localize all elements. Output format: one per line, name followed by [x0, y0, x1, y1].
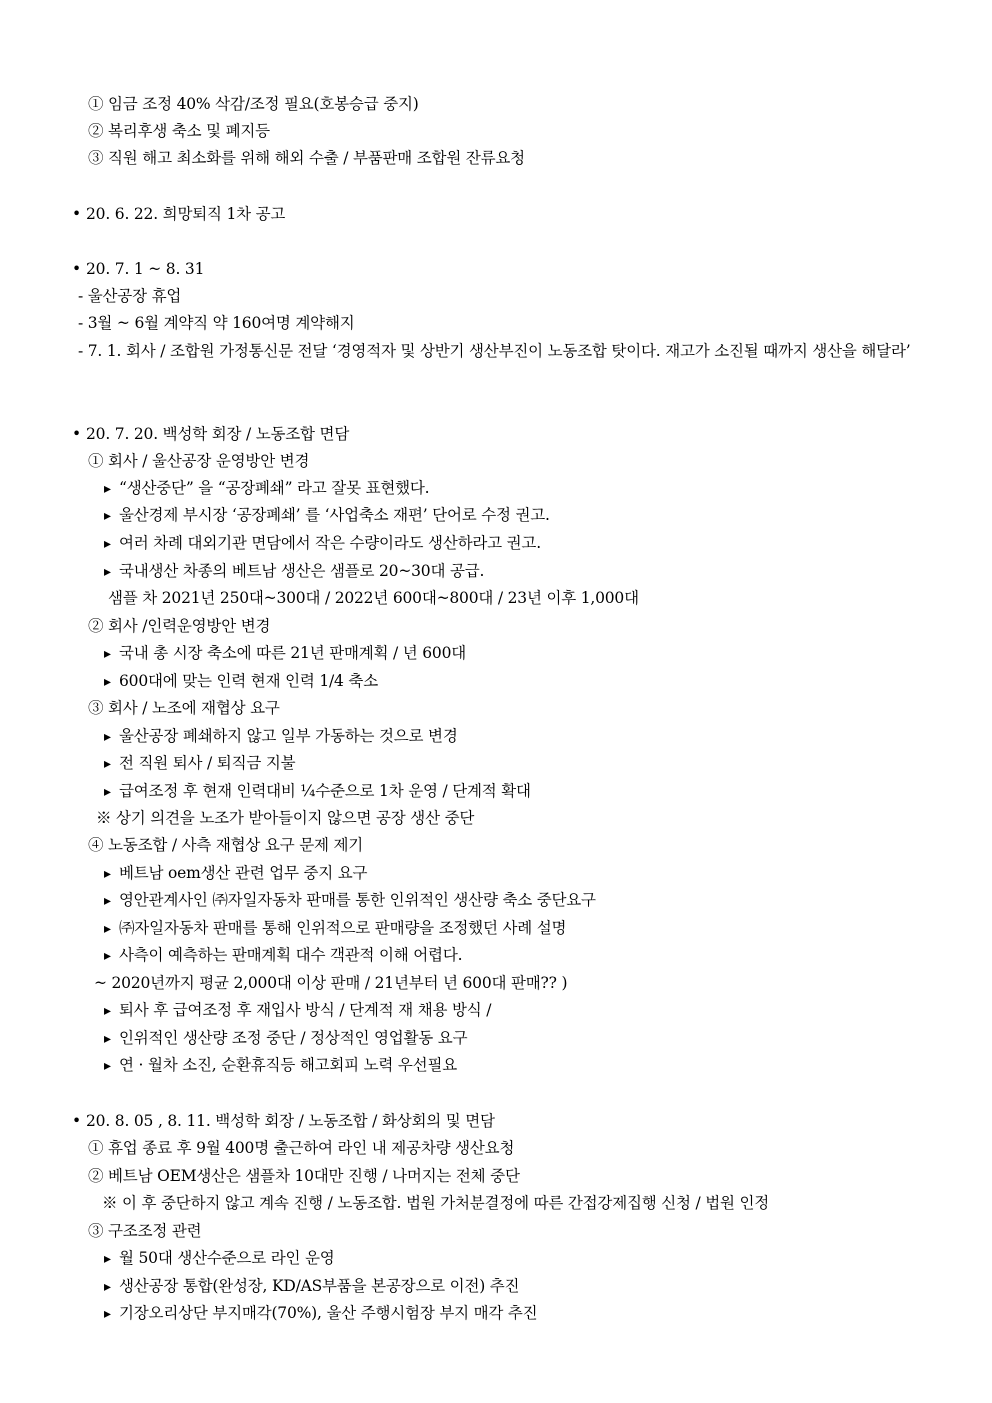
- normal-sales-item: ▸ 인위적인 생산량 조정 중단 / 정상적인 영업활동 요구: [104, 1028, 467, 1049]
- vietnam-oem-sample-item: ② 베트남 OEM생산은 샘플차 10대만 진행 / 나머지는 전체 중단: [88, 1167, 520, 1185]
- sales-history-note: ~ 2020년까지 평균 2,000대 이상 판매 / 21년부터 년 600대 판매?? ): [94, 974, 568, 992]
- entry-heading-2020-06-22: • 20. 6. 22. 희망퇴직 1차 공고: [72, 204, 285, 224]
- contract-termination-item: - 3월 ~ 6월 계약직 약 160여명 계약해지: [78, 314, 355, 332]
- plant-consolidation-item: ▸ 생산공장 통합(완성장, KD/AS부품을 본공장으로 이전) 추진: [104, 1276, 519, 1297]
- partial-operation-item: ▸ 울산공장 폐쇄하지 않고 일부 가동하는 것으로 변경: [104, 726, 458, 747]
- entry-heading-2020-07-20: • 20. 7. 20. 백성학 회장 / 노동조합 면담: [72, 424, 349, 444]
- sales-plan-item: ▸ 국내 총 시장 축소에 따른 21년 판매계획 / 년 600대: [104, 643, 466, 664]
- staff-reduction-item: ▸ 600대에 맞는 인력 현재 인력 1/4 축소: [104, 671, 378, 692]
- retirement-pay-item: ▸ 전 직원 퇴사 / 퇴직금 지불: [104, 753, 295, 774]
- vietnam-sample-item: ▸ 국내생산 차종의 베트남 생산은 샘플로 20~30대 공급.: [104, 561, 484, 582]
- wording-correction-item: ▸ “생산중단” 을 “공장폐쇄” 라고 잘못 표현했다.: [104, 478, 429, 499]
- resume-production-item: ① 휴업 종료 후 9월 400명 출근하여 라인 내 제공차량 생산요청: [88, 1139, 515, 1157]
- union-issues-heading: ④ 노동조합 / 사측 재협상 요구 문제 제기: [88, 836, 364, 854]
- sample-volume-item: 샘플 차 2021년 250대~300대 / 2022년 600대~800대 / 23년 이후 1,000대: [108, 589, 639, 607]
- court-ruling-note: ※ 이 후 중단하지 않고 계속 진행 / 노동조합. 법원 가처분결정에 따른 간접강제집행 신청 / 법원 인정: [102, 1194, 770, 1212]
- vietnam-oem-halt-item: ▸ 베트남 oem생산 관련 업무 중지 요구: [104, 863, 367, 884]
- wage-adjustment-item: ① 임금 조정 40% 삭감/조정 필요(호봉승급 중지): [88, 95, 419, 113]
- ulsan-plant-closure-item: - 울산공장 휴업: [78, 287, 182, 305]
- layoff-avoidance-item: ▸ 연 · 월차 소진, 순환휴직등 해고회피 노력 우선필요: [104, 1055, 457, 1076]
- company-newsletter-item: - 7. 1. 회사 / 조합원 가정통신문 전달 ‘경영적자 및 상반기 생산부진이 노동조합 탓이다. 재고가 소진될 때까지 생산을 해달라’: [78, 342, 911, 360]
- sales-forecast-item: ▸ 사측이 예측하는 판매계획 대수 객관적 이해 어렵다.: [104, 945, 462, 966]
- monthly-production-item: ▸ 월 50대 생산수준으로 라인 운영: [104, 1248, 335, 1269]
- land-sale-item: ▸ 기장오리상단 부지매각(70%), 울산 주행시험장 부지 매각 추진: [104, 1303, 537, 1324]
- quarter-level-operation-item: ▸ 급여조정 후 현재 인력대비 ¼수준으로 1차 운영 / 단계적 확대: [104, 781, 531, 802]
- renegotiation-heading: ③ 회사 / 노조에 재협상 요구: [88, 699, 280, 717]
- sales-adjustment-case-item: ▸ ㈜자일자동차 판매를 통해 인위적으로 판매량을 조정했던 사례 설명: [104, 918, 566, 939]
- entry-heading-2020-08-05: • 20. 8. 05 , 8. 11. 백성학 회장 / 노동조합 / 화상회의 및 면담: [72, 1111, 495, 1131]
- rehire-method-item: ▸ 퇴사 후 급여조정 후 재입사 방식 / 단계적 재 채용 방식 /: [104, 1000, 491, 1021]
- affiliate-sales-item: ▸ 영안관계사인 ㈜자일자동차 판매를 통한 인위적인 생산량 축소 중단요구: [104, 890, 596, 911]
- welfare-reduction-item: ② 복리후생 축소 및 폐지등: [88, 122, 270, 140]
- external-agency-item: ▸ 여러 차례 대외기관 면담에서 작은 수량이라도 생산하라고 권고.: [104, 533, 541, 554]
- vice-mayor-recommendation-item: ▸ 울산경제 부시장 ‘공장폐쇄’ 를 ‘사업축소 재편’ 단어로 수정 권고.: [104, 505, 550, 526]
- staffing-plan-heading: ② 회사 /인력운영방안 변경: [88, 617, 271, 635]
- entry-heading-2020-07-01: • 20. 7. 1 ~ 8. 31: [72, 259, 204, 279]
- plan-change-heading: ① 회사 / 울산공장 운영방안 변경: [88, 452, 310, 470]
- restructuring-heading: ③ 구조조정 관련: [88, 1222, 202, 1240]
- layoff-minimization-item: ③ 직원 해고 최소화를 위해 해외 수출 / 부품판매 조합원 잔류요청: [88, 149, 525, 167]
- production-halt-note: ※ 상기 의견을 노조가 받아들이지 않으면 공장 생산 중단: [96, 809, 475, 827]
